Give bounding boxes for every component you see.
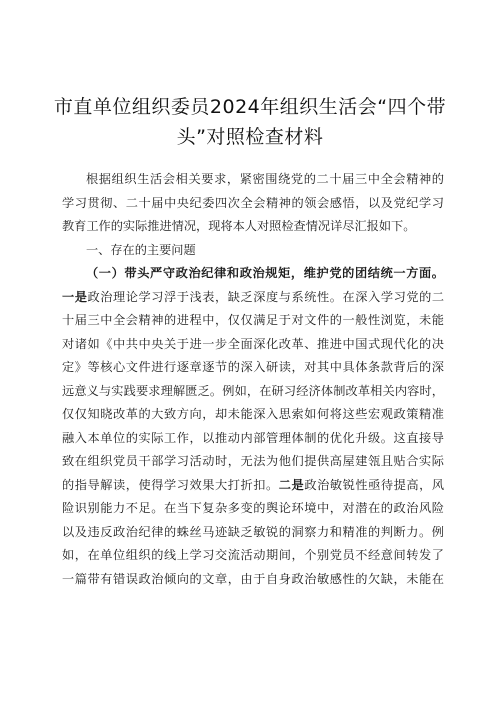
point-two-lead: 二是 (278, 477, 305, 492)
document-title (40, 92, 460, 152)
paragraph-line: 远意义与实践要求理解匮乏。例如，在研习经济体制改革相关内容时， (62, 383, 444, 398)
point-one-lead: 一是 (62, 289, 88, 304)
paragraph-line: 仅仅知晓改革的大致方向，却未能深入思索如何将这些宏观政策精准 (62, 407, 444, 421)
paragraph-text: 政治敏锐性亟待提高，风 (304, 477, 444, 492)
title-line-1: 市直单位组织委员2024年组织生活会“四个带 (53, 96, 447, 118)
paragraph-line: 十届三中全会精神的进程中，仅仅满足于对文件的一般性浏览，未能 (62, 313, 444, 327)
paragraph-text: 的指导解读，使得学习效果大打折扣。 (62, 477, 279, 492)
paragraph-line (62, 286, 444, 310)
paragraph-line: 对诸如《中共中央关于进一步全面深化改革、推进中国式现代化的决 (62, 336, 444, 351)
paragraph-line (62, 474, 444, 498)
intro-line-3: 教育工作的实际推进情况，现将本人对照检查情况详尽汇报如下。 (62, 219, 416, 233)
paragraph-line: 定》等核心文件进行逐章逐节的深入研读，对其中具体条款背后的深 (62, 360, 444, 374)
document-body (62, 168, 444, 591)
intro-line-2: 学习贯彻、二十届中央纪委四次全会精神的领会感悟，以及党纪学习 (62, 195, 444, 210)
paragraph-line: 融入本单位的实际工作，以推动内部管理体制的优化升级。这直接导 (62, 430, 444, 445)
paragraph-line: 致在组织党员干部学习活动时，无法为他们提供高屋建瓴且贴合实际 (62, 454, 444, 468)
section-heading-problems: 一、存在的主要问题 (86, 242, 196, 257)
paragraph-line: 险识别能力不足。在当下复杂多变的舆论环境中，对潜在的政治风险 (62, 501, 444, 515)
title-line-2: 头”对照检查材料 (176, 126, 324, 148)
paragraph-line: 一篇带有错误政治倾向的文章，由于自身政治敏感性的欠缺，未能在 (62, 571, 444, 586)
subsection-heading-1: （一）带头严守政治纪律和政治规矩，维护党的团结统一方面。 (86, 266, 444, 280)
paragraph-line: 如，在单位组织的线上学习交流活动期间，个别党员不经意间转发了 (62, 548, 444, 562)
intro-line-1: 根据组织生活会相关要求，紧密围绕党的二十届三中全会精神的 (86, 172, 444, 186)
paragraph-text: 政治理论学习浮于浅表，缺乏深度与系统性。在深入学习党的二 (87, 289, 444, 304)
paragraph-line: 以及违反政治纪律的蛛丝马迹缺乏敏锐的洞察力和精准的判断力。例 (62, 524, 444, 539)
